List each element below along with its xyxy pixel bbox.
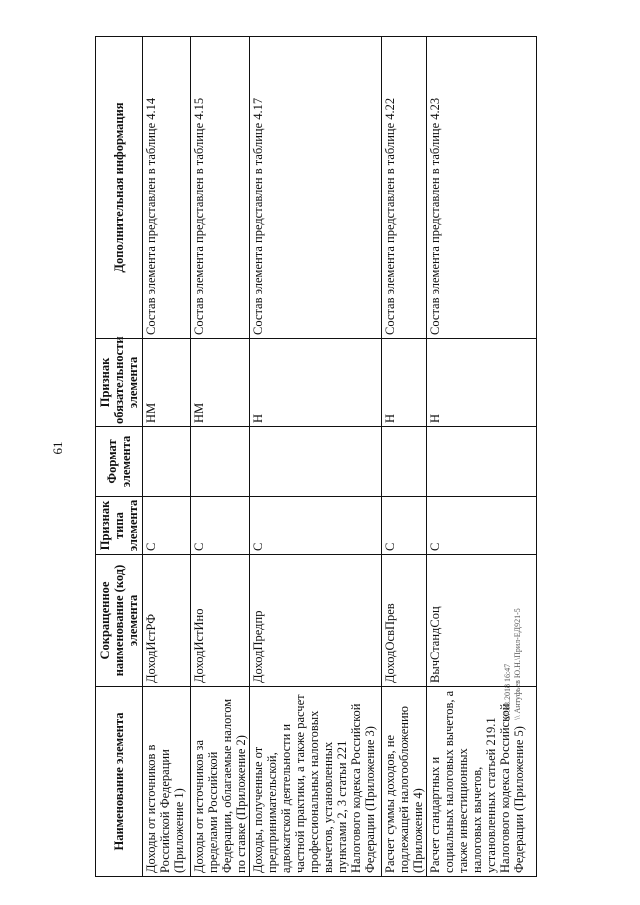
table-row: [250, 37, 382, 877]
cell-required: НМ: [191, 339, 250, 427]
cell-code: ДоходИстИно: [191, 555, 250, 687]
cell-info: Состав элемента представлен в таблице 4.14: [143, 37, 191, 339]
cell-format: [427, 427, 537, 497]
stamp-datetime: 27.03.2018 16:47: [503, 663, 512, 720]
cell-code: ДоходПредпр: [250, 555, 382, 687]
cell-code: ДоходОсвПрев: [382, 555, 427, 687]
table-row: [427, 37, 537, 877]
cell-format: [250, 427, 382, 497]
header-element-code: Сокращенное наименование (код) элемента: [96, 555, 143, 687]
page-number: 61: [50, 441, 65, 455]
cell-info: Состав элемента представлен в таблице 4.17: [250, 37, 382, 339]
table-row: [382, 37, 427, 877]
table-row: [143, 37, 191, 877]
header-element-format: Формат элемента: [96, 427, 143, 497]
cell-name: Доходы, полученные от предпринимательской, адвокатской деятельности и частной практики, а также расчет профессиональных налоговых вычетов, установленных пунктами 2, 3 статьи 221 Налогового кодекса Российской Федерации (Приложение 3): [250, 687, 382, 877]
cell-required: Н: [250, 339, 382, 427]
table-row: [191, 37, 250, 877]
cell-type: С: [250, 497, 382, 555]
cell-required: НМ: [143, 339, 191, 427]
cell-type: С: [191, 497, 250, 555]
header-additional-info: Дополнительная информация: [96, 37, 143, 339]
cell-info: Состав элемента представлен в таблице 4.22: [382, 37, 427, 339]
table-header-row: [96, 37, 143, 877]
cell-format: [143, 427, 191, 497]
cell-name: Доходы от источников за пределами Российской Федерации, облагаемые налогом по ставке (Приложение 2): [191, 687, 250, 877]
cell-format: [191, 427, 250, 497]
cell-required: Н: [382, 339, 427, 427]
header-element-name: Наименование элемента: [96, 687, 143, 877]
cell-type: С: [427, 497, 537, 555]
header-element-type: Признак типа элемента: [96, 497, 143, 555]
cell-type: С: [382, 497, 427, 555]
stamp-path: \\ Антуфьев Ю.Н.\Прил-ЕД921-5: [513, 608, 522, 720]
cell-code: ДоходИстРФ: [143, 555, 191, 687]
cell-info: Состав элемента представлен в таблице 4.15: [191, 37, 250, 339]
cell-type: С: [143, 497, 191, 555]
cell-code: ВычСтандСоц: [427, 555, 537, 687]
elements-table: [95, 36, 537, 877]
cell-name: Доходы от источников в Российской Федерации (Приложение 1): [143, 687, 191, 877]
cell-name: Расчет суммы доходов, не подлежащей налогообложению (Приложение 4): [382, 687, 427, 877]
cell-format: [382, 427, 427, 497]
cell-required: Н: [427, 339, 537, 427]
header-element-required: Признак обязательности элемента: [96, 339, 143, 427]
cell-name: Расчет стандартных и социальных налоговых вычетов, а также инвестиционных налоговых вычетов, установленных статьей 219.1 Налогового кодекса Российской Федерации (Приложение 5): [427, 687, 537, 877]
cell-info: Состав элемента представлен в таблице 4.23: [427, 37, 537, 339]
